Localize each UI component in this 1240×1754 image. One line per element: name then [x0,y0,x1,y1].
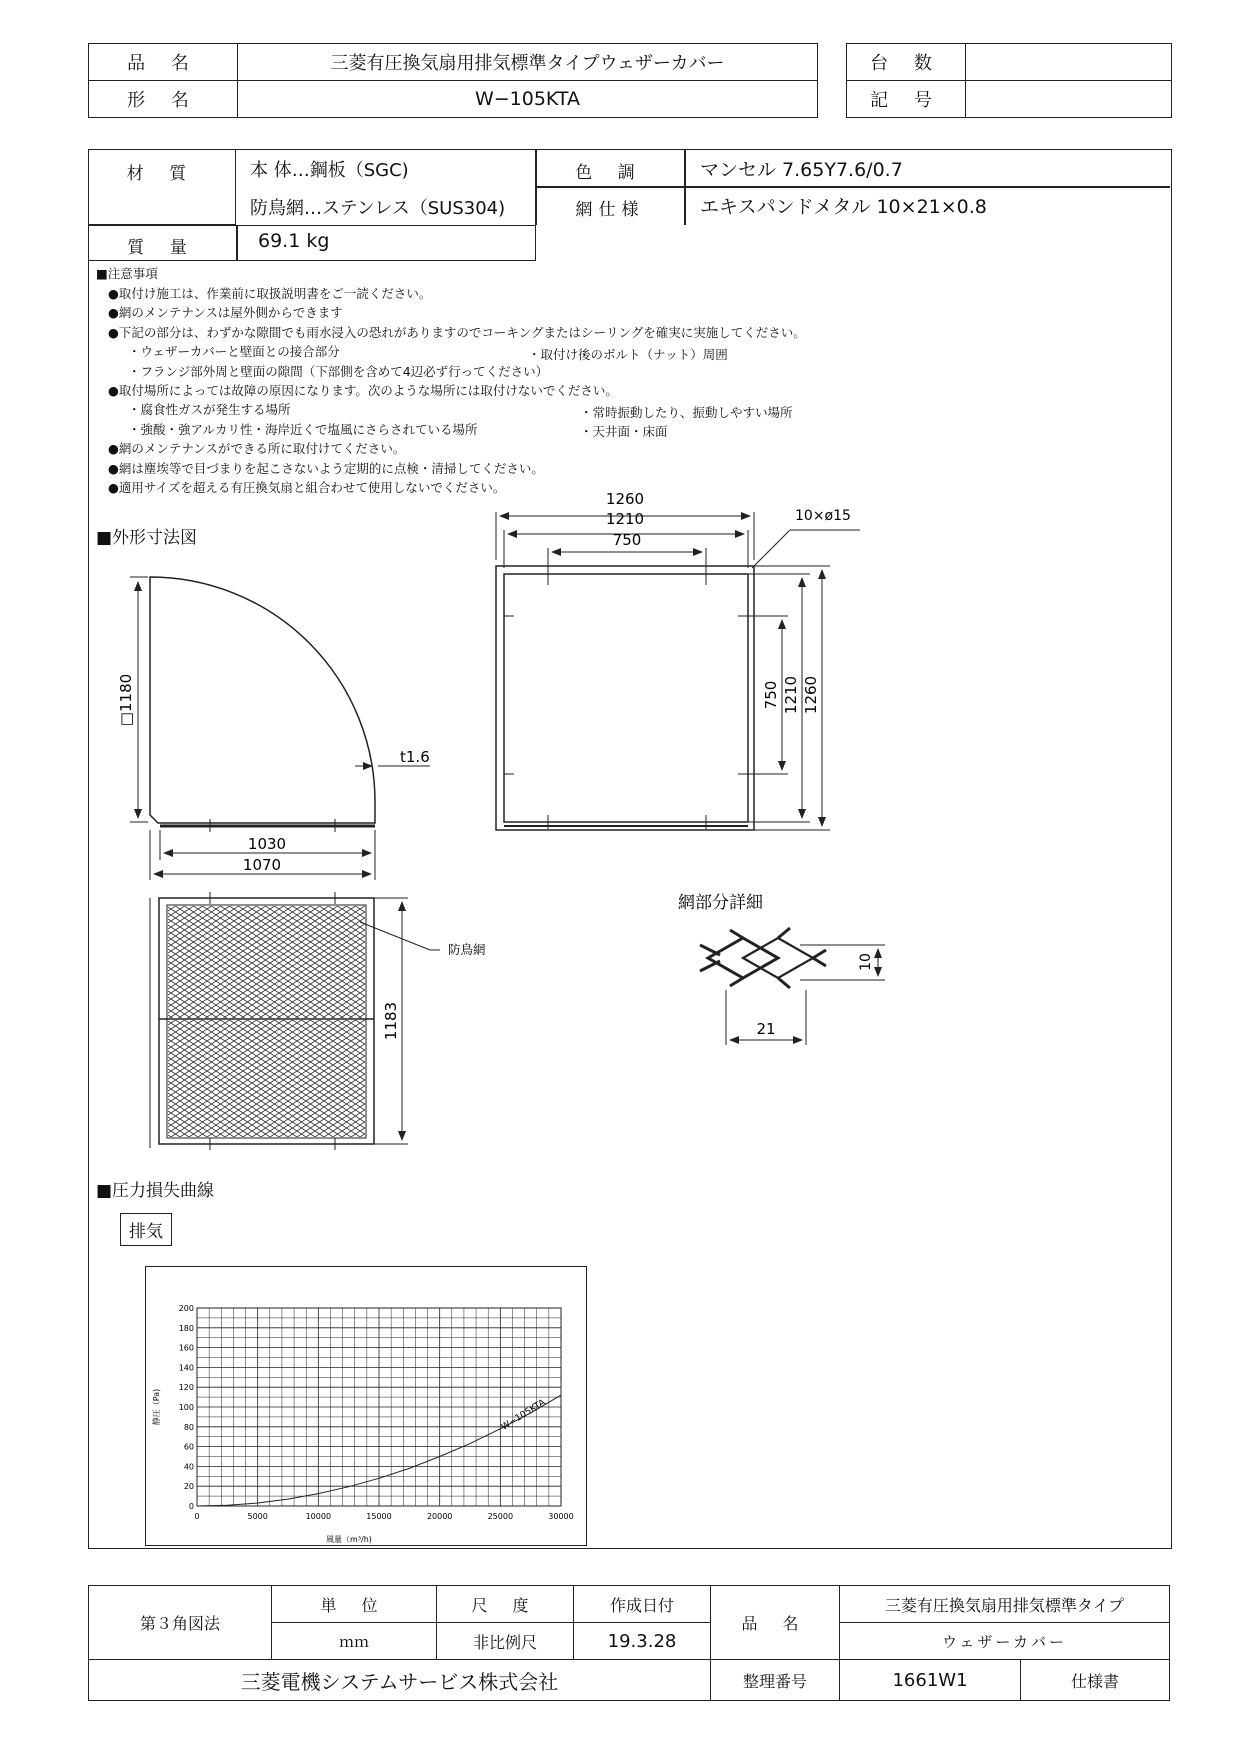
y-tick-label: 0 [188,1502,194,1511]
note-line: ●網のメンテナンスができる所に取付けてください。 [108,441,406,457]
footer-product-label: 品 名 [741,1614,809,1633]
dim-t: t1.6 [400,748,430,766]
product-label: 品 名 [89,44,238,81]
mass-label: 質 量 [127,238,197,258]
note-line: ・フランジ部外周と壁面の隙間（下部側を含めて4辺必ず行ってください） [128,363,549,379]
model-name: W−105KTA [238,81,818,118]
note-line: ・強酸・強アルカリ性・海岸近くで塩風にさらされている場所 [128,421,478,437]
note-line: ●適用サイズを超える有圧換気扇と組合わせて使用しないでください。 [108,480,506,496]
mesh-detail [700,928,885,1045]
x-tick-label: 20000 [426,1512,453,1521]
note-line: ●下記の部分は、わずかな隙間でも雨水浸入の恐れがありますのでコーキングまたはシーリングを確実に実施してください。 [108,324,806,340]
x-tick-label: 0 [194,1512,200,1521]
mesh-10: 10 [858,953,874,971]
note-line: ●取付け施工は、作業前に取扱説明書をご一読ください。 [108,286,432,301]
scale-value: 非比例尺 [437,1623,574,1660]
dim-750-top: 750 [612,531,642,549]
y-axis-label: 静圧（Pa) [152,1388,161,1426]
date-value: 19.3.28 [574,1623,711,1660]
dim-750-side: 750 [762,680,780,710]
mesh-title: 網部分詳細 [678,893,763,913]
footer-table [88,1585,1170,1701]
unit-value: ｍｍ [272,1623,437,1660]
dim-1210-side: 1210 [782,675,800,715]
model-label: 形 名 [89,81,238,118]
color-value: マンセル 7.65Y7.6/0.7 [700,159,903,181]
pressure-chart [145,1266,587,1546]
note-line: ●網のメンテナンスは屋外側からできます [108,305,343,321]
company-name: 三菱電機システムサービス株式会社 [89,1660,711,1701]
chart-ticks [179,1304,574,1521]
series-label: W−105KTA [499,1397,548,1433]
ref-value: 1661W1 [840,1660,1021,1701]
outline-section-title: ■外形寸法図 [96,528,198,548]
dim-1260-top: 1260 [605,490,645,508]
material-label: 材 質 [126,164,197,184]
note-line-right: ・取付け後のボルト（ナット）周囲 [528,347,728,362]
y-tick-label: 160 [178,1343,194,1353]
exhaust-tag: 排気 [120,1213,172,1246]
note-line: ●網は塵埃等で目づまりを起こさないよう定期的に点検・清掃してください。 [108,460,544,476]
y-tick-label: 80 [183,1422,194,1432]
dim-holes: 10×ø15 [795,508,851,524]
x-tick-label: 5000 [247,1512,268,1521]
chart-grid [197,1308,561,1506]
x-axis-label: 風量（m³/h) [326,1535,372,1544]
net-spec-value: エキスパンドメタル 10×21×0.8 [700,196,987,218]
scale-label: 尺 度 [471,1595,539,1615]
note-line: ・腐食性ガスが発生する場所 [128,402,291,418]
x-tick-label: 15000 [366,1512,392,1521]
net-label: 防鳥網 [448,942,486,957]
note-line-right: ・天井面・床面 [580,424,668,439]
ref-label: 整理番号 [711,1660,840,1701]
x-tick-label: 10000 [305,1512,332,1521]
dim-1030: 1030 [247,835,287,853]
net-spec-label: 網仕様 [575,200,645,220]
x-tick-label: 30000 [548,1512,574,1521]
material-net: 防鳥網…ステンレス（SUS304) [250,198,506,219]
footer-product-line1: 三菱有圧換気扇用排気標準タイプ [840,1586,1170,1623]
material-body: 本 体…鋼板（SGC) [250,160,409,181]
doc-type: 仕様書 [1021,1660,1170,1701]
dim-1070: 1070 [242,856,282,874]
notes-title: ■注意事項 [96,266,158,281]
projection-method: 第３角図法 [89,1586,272,1660]
y-tick-label: 180 [178,1323,194,1333]
front-view [496,512,860,830]
dim-1210-top: 1210 [605,510,645,528]
mass-value: 69.1 kg [258,230,330,252]
y-tick-label: 140 [178,1363,194,1373]
color-label: 色 調 [575,163,645,183]
x-tick-label: 25000 [487,1512,514,1521]
product-name: 三菱有圧換気扇用排気標準タイプウェザーカバー [238,44,818,81]
qty-label: 台 数 [847,44,966,81]
y-tick-label: 60 [183,1442,194,1452]
footer-product-line2: ウェザーカバー [840,1623,1170,1660]
y-tick-label: 20 [183,1482,194,1492]
note-line: ・ウェザーカバーと壁面との接合部分 [128,344,340,360]
date-label: 作成日付 [574,1586,711,1623]
y-tick-label: 100 [178,1403,194,1412]
y-tick-label: 200 [178,1304,194,1313]
note-line-right: ・常時振動したり、振動しやすい場所 [580,405,793,420]
mark-label: 記 号 [847,81,966,118]
dim-1180: □1180 [117,673,135,727]
note-line: ●取付場所によっては故障の原因になります。次のような場所には取付けないでください。 [108,383,618,399]
dim-1260-side: 1260 [802,675,820,715]
pressure-section-title: ■圧力損失曲線 [96,1181,215,1201]
y-tick-label: 120 [178,1383,194,1393]
mesh-21: 21 [756,1020,776,1038]
unit-label: 単 位 [320,1595,388,1615]
dim-1183: 1183 [382,1001,400,1041]
y-tick-label: 40 [183,1462,194,1472]
